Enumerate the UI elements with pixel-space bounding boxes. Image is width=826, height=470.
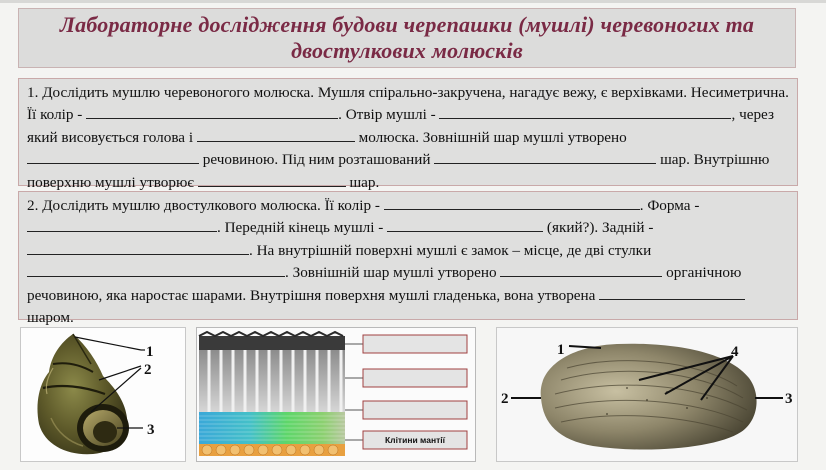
title-box <box>18 8 796 68</box>
task-2-text-part: (який?). Задній - <box>543 219 654 237</box>
bivalve-label-3: 3 <box>785 391 793 407</box>
task-2-text <box>27 195 789 329</box>
blank-field[interactable] <box>500 262 662 277</box>
blank-field[interactable] <box>434 149 656 164</box>
blank-field[interactable] <box>86 104 338 119</box>
task-1-text <box>27 82 789 194</box>
task-2-text-part: 2. Дослідить мушлю двостулкового молюска. Її колір - <box>27 197 384 214</box>
task-1-text-part: 1. Дослідить мушлю черевоногого молюска. Мушля спірально-закручена, нагадує вежу, є верхівками. Несиметрична. Її колір - <box>27 84 789 124</box>
snail-label-2: 2 <box>144 362 152 378</box>
blank-field[interactable] <box>439 104 731 119</box>
blank-field[interactable] <box>198 172 346 187</box>
snail-label-1: 1 <box>146 344 154 360</box>
blank-field[interactable] <box>27 149 199 164</box>
task-1-text-part: речовиною. Під ним розташований <box>199 151 435 169</box>
snail-label-3: 3 <box>147 422 155 438</box>
bivalve-shell-image <box>496 327 798 462</box>
blank-field[interactable] <box>384 195 640 210</box>
slide-top-line <box>0 0 826 3</box>
mantle-cells-label: Клітини мантії <box>384 435 446 445</box>
bivalve-label-1: 1 <box>557 342 565 358</box>
task-1-text-part: . Отвір мушлі - <box>338 106 440 124</box>
task-2-text-part: шаром. <box>27 309 74 327</box>
task-1-text-part: шар. <box>345 173 380 191</box>
task-1-text-part: шар. Внутрішню поверхню мушлі утворює <box>27 151 770 191</box>
task-1-text-part: , через який висовується голова і <box>27 106 774 146</box>
task-2-text-part: органічною речовиною, яка наростає шарами. Внутрішня поверхня мушлі гладенька, вона утворена <box>27 264 742 304</box>
task-2-text-part: . Форма - <box>639 197 700 214</box>
blank-field[interactable] <box>27 240 249 255</box>
task-2-text-part: . Зовнішній шар мушлі утворено <box>285 264 501 282</box>
bivalve-label-4: 4 <box>731 344 739 360</box>
blank-field[interactable] <box>27 217 217 232</box>
shell-section-drawing <box>197 328 475 461</box>
bivalve-label-2: 2 <box>501 391 509 407</box>
snail-shell-drawing <box>21 328 185 461</box>
blank-field[interactable] <box>599 285 745 300</box>
page-title: Лабораторне дослідження будови черепашки (мушлі) черевоногих та двостулкових молюсків <box>59 12 755 63</box>
task-2-text-part: . Передній кінець мушлі - <box>217 219 388 237</box>
task-1-box <box>18 78 798 191</box>
bivalve-shell-drawing <box>497 328 797 461</box>
blank-field[interactable] <box>197 127 355 142</box>
task-2-box <box>18 191 798 327</box>
snail-shell-image <box>20 327 186 462</box>
shell-section-diagram <box>196 327 476 462</box>
blank-field[interactable] <box>387 217 543 232</box>
task-1-text-part: молюска. Зовнішній шар мушлі утворено <box>354 128 627 146</box>
task-2-text-part: . На внутрішній поверхні мушлі є замок – місце, де дві стулки <box>249 241 652 259</box>
blank-field[interactable] <box>27 262 285 277</box>
